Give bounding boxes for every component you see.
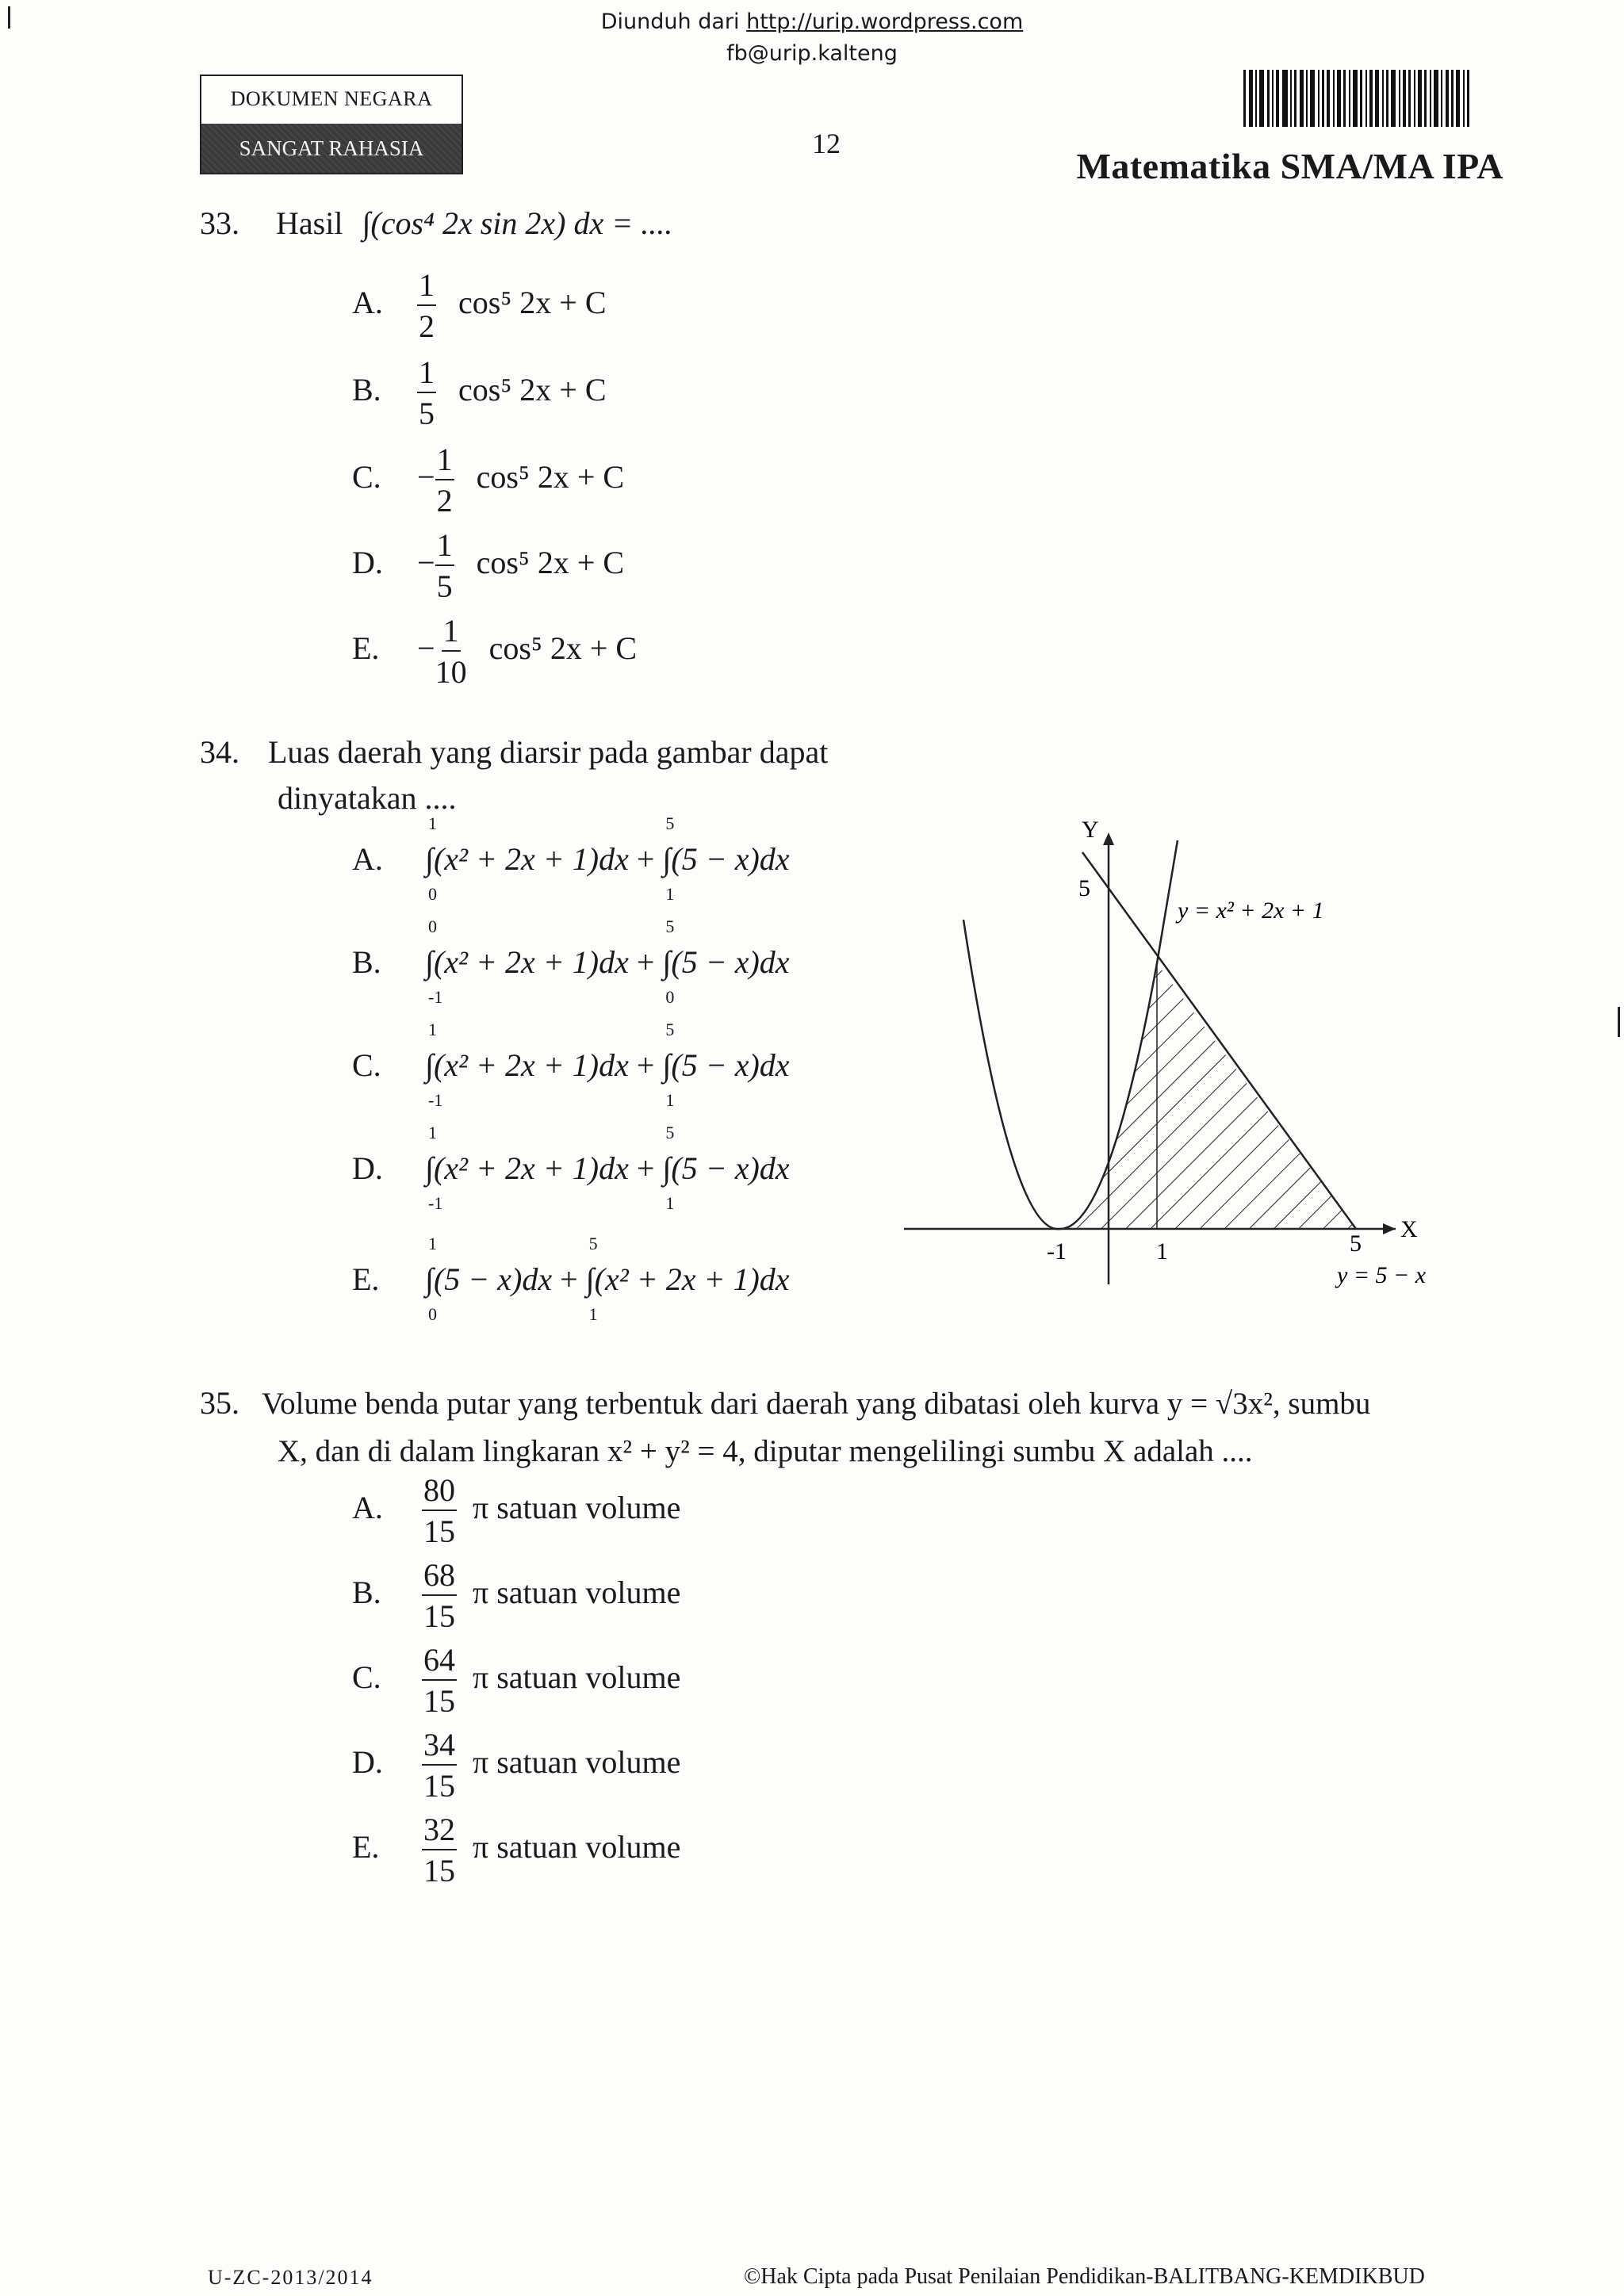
integrand-1: (x² + 2x + 1)dx — [433, 944, 629, 980]
barcode-bar — [1467, 70, 1469, 127]
question-33 — [200, 205, 672, 242]
download-link[interactable]: http://urip.wordpress.com — [746, 10, 1024, 34]
question-34 — [200, 729, 828, 821]
barcode-bar — [1318, 70, 1320, 127]
q33-option-e — [352, 615, 637, 688]
barcode-bar — [1306, 70, 1308, 127]
y-tick-5: 5 — [1078, 875, 1090, 901]
barcode-bar — [1434, 70, 1438, 127]
q35-option-c — [352, 1644, 680, 1717]
barcode-bar — [1290, 70, 1292, 127]
barcode-bar — [1327, 70, 1330, 127]
option-fraction: $\frac{80}{15}$ — [423, 1472, 455, 1549]
option-sign: − — [417, 459, 435, 496]
option-expression: cos⁵ 2x + C — [458, 372, 607, 408]
option-expression: cos⁵ 2x + C — [476, 459, 625, 496]
barcode-bar — [1399, 70, 1400, 127]
barcode-bar — [1322, 70, 1324, 127]
option-fraction: $\frac{1}{5}$ — [419, 354, 435, 431]
option-letter: E. — [352, 1829, 380, 1866]
q34-option-c: C. 1 ∫ -1 (x² + 2x + 1)dx + 5 ∫ 1 (5 − x)dx — [352, 1020, 790, 1110]
barcode-bar — [1424, 70, 1427, 127]
area-graph — [904, 809, 1427, 1300]
option-fraction: $\frac{68}{15}$ — [423, 1557, 455, 1634]
integral-2: 5 ∫ 1 — [662, 1123, 675, 1213]
scan-mark — [1618, 1007, 1620, 1037]
integrand-2: (x² + 2x + 1)dx — [594, 1261, 790, 1297]
x-tick-1: 1 — [1156, 1238, 1168, 1265]
option-sign: − — [417, 630, 435, 667]
barcode-bar — [1418, 70, 1422, 127]
option-letter: B. — [352, 944, 381, 980]
barcode-bar — [1243, 70, 1246, 127]
integral-1: 0 ∫ -1 — [425, 916, 443, 1007]
option-unit: π satuan volume — [473, 1829, 681, 1866]
option-unit: π satuan volume — [473, 1575, 681, 1611]
barcode-bar — [1282, 70, 1288, 127]
question-integral: ∫(cos⁴ 2x sin 2x) dx = .... — [362, 205, 673, 241]
x-axis-arrow — [1383, 1223, 1396, 1234]
y-axis-label: Y — [1082, 817, 1099, 843]
integral-2: 5 ∫ 1 — [662, 813, 675, 904]
y-axis-arrow — [1103, 832, 1114, 845]
option-letter: C. — [352, 1047, 381, 1083]
barcode-bar — [1360, 70, 1362, 127]
option-expression: cos⁵ 2x + C — [488, 630, 638, 667]
barcode-bar — [1391, 70, 1396, 127]
integrand-2: (5 − x)dx — [671, 1150, 790, 1186]
x-axis-label: X — [1400, 1216, 1418, 1242]
integral-1: 1 ∫ 0 — [425, 813, 437, 904]
barcode-bar — [1446, 70, 1449, 127]
option-expression: cos⁵ 2x + C — [476, 545, 625, 581]
option-fraction: $\frac{64}{15}$ — [423, 1642, 455, 1719]
option-letter: E. — [352, 630, 380, 667]
barcode-bar — [1414, 70, 1415, 127]
q35-option-d — [352, 1729, 680, 1802]
q33-option-a — [352, 267, 607, 344]
question-35 — [200, 1380, 1370, 1475]
option-letter: A. — [352, 841, 383, 877]
barcode-bar — [1382, 70, 1384, 127]
barcode-bar — [1267, 70, 1270, 127]
barcode-bar — [1259, 70, 1264, 127]
option-unit: π satuan volume — [473, 1490, 681, 1526]
option-fraction: $\frac{1}{2}$ — [436, 442, 453, 519]
question-prompt-line2: X, dan di dalam lingkaran x² + y² = 4, diputar mengelilingi sumbu X adalah .... — [278, 1434, 1253, 1468]
barcode-bar — [1451, 70, 1454, 127]
option-fraction: $\frac{1}{5}$ — [436, 527, 453, 604]
barcode-bar — [1386, 70, 1388, 127]
barcode-bar — [1343, 70, 1346, 127]
barcode-bar — [1255, 70, 1257, 127]
barcode-bar — [1310, 70, 1315, 127]
barcode-bar — [1249, 70, 1253, 127]
barcode-bar — [1408, 70, 1411, 127]
integrand-1: (x² + 2x + 1)dx — [433, 1047, 629, 1083]
subject-title: Matematika SMA/MA IPA — [1076, 146, 1503, 186]
question-prompt: Hasil — [276, 205, 343, 241]
q35-option-b — [352, 1559, 680, 1632]
option-letter: D. — [352, 545, 383, 581]
option-letter: D. — [352, 1150, 383, 1186]
q34-option-e: E. 1 ∫ 0 (5 − x)dx + 5 ∫ 1 (x² + 2x + 1)dx — [352, 1234, 790, 1324]
page-number: 12 — [812, 128, 841, 159]
integrand-2: (5 − x)dx — [671, 944, 790, 980]
line-label: y = 5 − x — [1337, 1262, 1427, 1288]
barcode — [1243, 70, 1505, 127]
question-number: 34. — [200, 734, 239, 770]
option-sign: − — [417, 545, 435, 581]
barcode-bar — [1456, 70, 1460, 127]
integral-2: 5 ∫ 0 — [662, 916, 675, 1007]
q34-option-a: A. 1 ∫ 0 (x² + 2x + 1)dx + 5 ∫ 1 (5 − x)dx — [352, 813, 790, 904]
download-source — [0, 6, 1624, 70]
integrand-1: (5 − x)dx — [433, 1261, 553, 1297]
barcode-bar — [1300, 70, 1304, 127]
footer-code: U-ZC-2013/2014 — [208, 2266, 373, 2289]
option-fraction: $\frac{32}{15}$ — [423, 1812, 455, 1888]
barcode-bar — [1333, 70, 1335, 127]
barcode-bar — [1294, 70, 1297, 127]
q34-option-b: B. 0 ∫ -1 (x² + 2x + 1)dx + 5 ∫ 0 (5 − x)dx — [352, 916, 790, 1007]
integral-2: 5 ∫ 1 — [662, 1020, 675, 1110]
option-unit: π satuan volume — [473, 1659, 681, 1696]
option-fraction: $\frac{34}{15}$ — [423, 1727, 455, 1804]
option-letter: D. — [352, 1744, 383, 1781]
q33-option-b — [352, 354, 607, 431]
barcode-bar — [1276, 70, 1279, 127]
question-number: 33. — [200, 205, 239, 241]
option-fraction: $\frac{1}{2}$ — [419, 267, 435, 344]
q35-option-e — [352, 1814, 680, 1887]
x-tick-5: 5 — [1350, 1230, 1362, 1257]
barcode-bar — [1272, 70, 1274, 127]
q33-option-c — [352, 444, 624, 517]
barcode-bar — [1430, 70, 1431, 127]
option-expression: cos⁵ 2x + C — [458, 285, 607, 321]
barcode-bar — [1441, 70, 1442, 127]
option-letter: A. — [352, 285, 383, 321]
q33-option-d — [352, 527, 625, 604]
barcode-bar — [1463, 70, 1465, 127]
barcode-bar — [1375, 70, 1379, 127]
barcode-bar — [1349, 70, 1350, 127]
integrand-1: (x² + 2x + 1)dx — [433, 1150, 629, 1186]
question-prompt-line1: Volume benda putar yang terbentuk dari daerah yang dibatasi oleh kurva y = √3x², sumbu — [262, 1387, 1371, 1421]
option-letter: C. — [352, 459, 381, 496]
integrand-2: (5 − x)dx — [671, 841, 790, 877]
q35-option-a — [352, 1472, 681, 1549]
scan-mark — [8, 6, 10, 29]
barcode-bar — [1337, 70, 1341, 127]
option-letter: C. — [352, 1659, 381, 1696]
contact-text: fb@urip.kalteng — [726, 41, 898, 66]
footer-copyright: ©Hak Cipta pada Pusat Penilaian Pendidikan-BALITBANG-KEMDIKBUD — [744, 2264, 1425, 2289]
integrand-1: (x² + 2x + 1)dx — [433, 841, 629, 877]
option-unit: π satuan volume — [473, 1744, 681, 1781]
curve-label: y = x² + 2x + 1 — [1178, 897, 1324, 924]
option-letter: B. — [352, 1575, 381, 1611]
integral-2: 5 ∫ 1 — [585, 1234, 598, 1324]
question-prompt-line1: Luas daerah yang diarsir pada gambar dapat — [268, 734, 829, 770]
integrand-2: (5 − x)dx — [671, 1047, 790, 1083]
integral-1: 1 ∫ -1 — [425, 1123, 443, 1213]
integral-1: 1 ∫ 0 — [425, 1234, 437, 1324]
question-prompt-line2: dinyatakan .... — [278, 780, 457, 816]
q34-option-d: D. 1 ∫ -1 (x² + 2x + 1)dx + 5 ∫ 1 (5 − x)dx — [352, 1123, 790, 1213]
option-fraction: $\frac{1}{10}$ — [435, 613, 467, 690]
download-prefix: Diunduh dari — [600, 10, 747, 34]
doc-label-top: DOKUMEN NEGARA — [230, 87, 433, 110]
integral-1: 1 ∫ -1 — [425, 1020, 443, 1110]
document-classification-box — [200, 75, 463, 174]
question-number: 35. — [200, 1385, 239, 1421]
barcode-bar — [1353, 70, 1358, 127]
barcode-bar — [1403, 70, 1406, 127]
option-letter: E. — [352, 1261, 380, 1297]
barcode-bar — [1369, 70, 1373, 127]
shaded-region — [1060, 963, 1356, 1229]
option-letter: A. — [352, 1490, 383, 1526]
option-letter: B. — [352, 372, 381, 408]
doc-label-bottom: SANGAT RAHASIA — [201, 124, 462, 173]
barcode-bar — [1365, 70, 1367, 127]
x-tick-neg1: -1 — [1047, 1238, 1067, 1265]
